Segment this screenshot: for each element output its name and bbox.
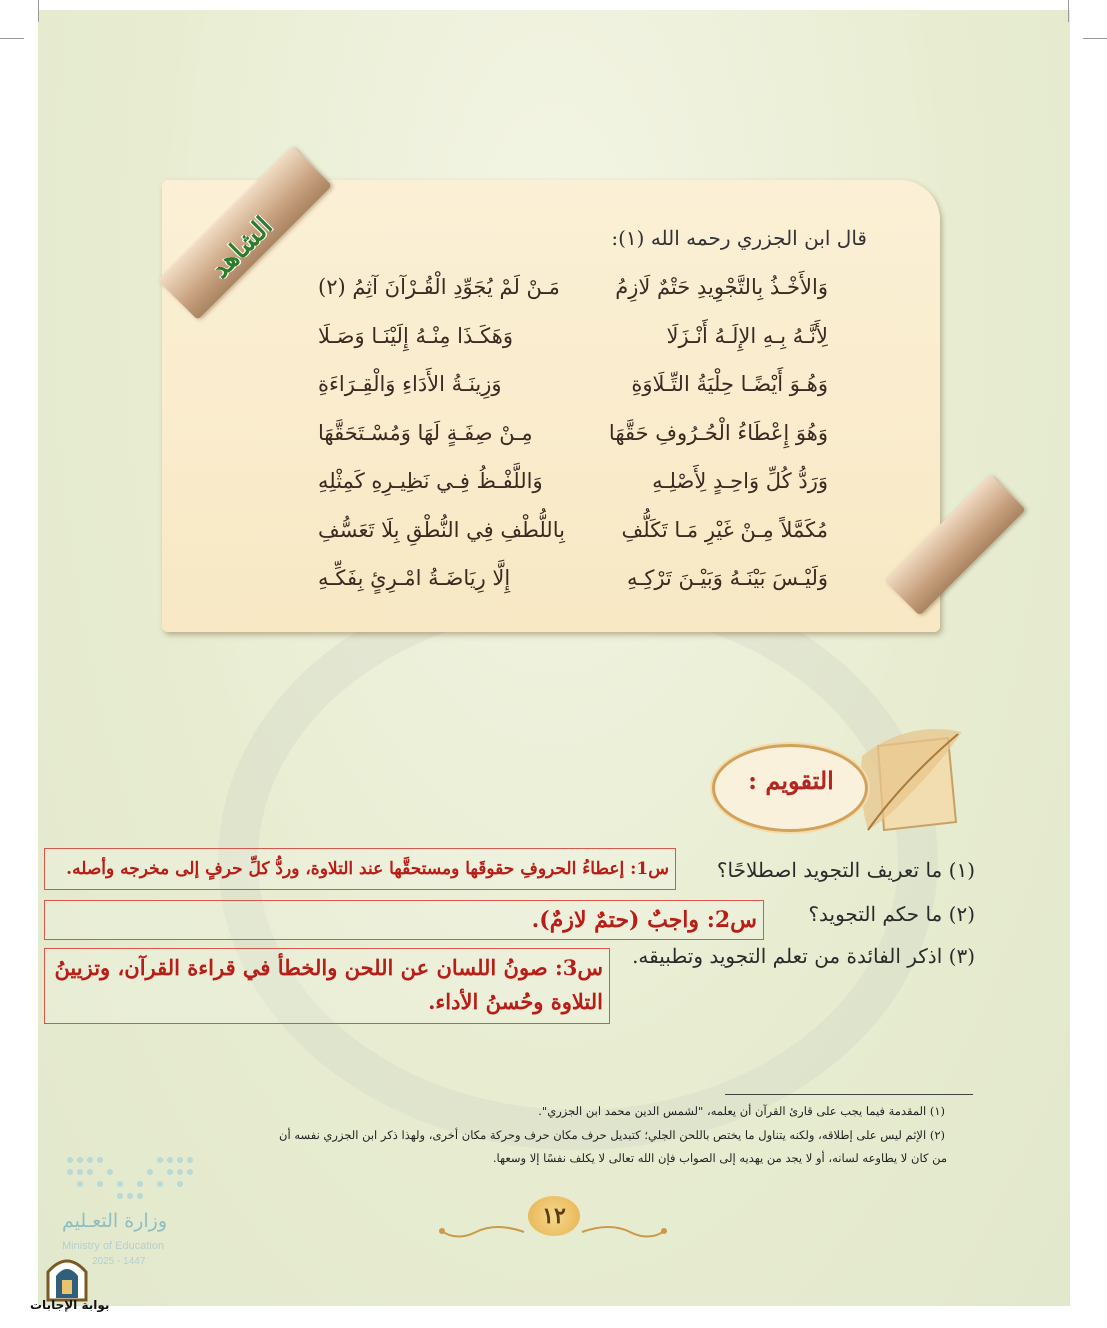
verse-line xyxy=(318,421,828,470)
answer-3: س3: صونُ اللسان عن اللحن والخطأ في قراءة القرآن، وتزيينُ التلاوة وحُسنُ الأداء. xyxy=(44,948,610,1024)
verse-second-hemistich: وَهَكَـذَا مِنْـهُ إِلَيْنَـا وَصَـلَا xyxy=(318,323,513,348)
crop-mark xyxy=(0,38,24,39)
crop-mark xyxy=(38,0,39,22)
evaluation-title: التقويم : xyxy=(748,766,834,795)
footnote-2: (٢) الإثم ليس على إطلاقه، ولكنه يتناول ما يختص باللحن الجلي؛ كتبديل حرف مكان حرف وحركة مكان أخرى، ولهذا ذكر ابن الجزري نفسه أن xyxy=(279,1128,945,1142)
verse-line xyxy=(318,566,828,615)
verse-second-hemistich: بِاللُّطْفِ فِي النُّطْقِ بِلَا تَعَسُّفِ xyxy=(318,517,565,542)
verse-second-hemistich: وَاللَّفْـظُ فِـي نَظِيـرِهِ كَمِثْلِهِ xyxy=(318,469,543,493)
ministry-name-arabic: وزارة التعـليم xyxy=(62,1210,168,1232)
ornament-right xyxy=(580,1222,670,1242)
verse-line xyxy=(318,372,828,421)
question-2: (٢) ما حكم التجويد؟ xyxy=(808,902,975,926)
answer-2: س2: واجبٌ (حتمٌ لازمٌ). xyxy=(44,900,764,940)
answers-portal-label: بوابة الإجابات xyxy=(30,1298,110,1312)
page-number: ١٢ xyxy=(528,1196,580,1236)
verse-line xyxy=(318,469,828,518)
ornament-left xyxy=(436,1222,526,1242)
verse-second-hemistich: مِـنْ صِفَـةٍ لَهَا وَمُسْـتَحَقَّهَا xyxy=(318,420,533,445)
verse-second-hemistich: إِلَّا رِيَاضَـةُ امْـرِئٍ بِفَكِّـهِ xyxy=(318,566,511,590)
verse-first-hemistich: وَالأَخْـذُ بِالتَّجْوِيدِ حَتْمٌ لَازِمُ xyxy=(615,275,828,299)
verse-first-hemistich: لِأَنَّـهُ بِـهِ الإِلَـهُ أَنْـزَلَا xyxy=(666,323,828,348)
ministry-year: 2025 - 1447 xyxy=(92,1256,146,1267)
verse-line xyxy=(318,518,828,567)
question-1: (١) ما تعريف التجويد اصطلاحًا؟ xyxy=(716,858,975,882)
verse-first-hemistich: مُكَمَّلاً مِـنْ غَيْرِ مَـا تَكَلُّفِ xyxy=(621,517,828,542)
verse-line xyxy=(318,324,828,373)
answers-portal-logo-icon xyxy=(44,1254,90,1302)
verse-first-hemistich: وَلَيْـسَ بَيْنَـهُ وَبَيْـنَ تَرْكِـهِ xyxy=(626,566,828,590)
answer-1: س1: إعطاءُ الحروفِ حقوقَها ومستحقَّها عند التلاوة، وردُّ كلِّ حرفٍ إلى مخرجه وأصله. xyxy=(44,848,676,890)
verse-second-hemistich: وَزِينَـةُ الأَدَاءِ وَالْقِـرَاءَةِ xyxy=(318,372,502,396)
ministry-logo-icon xyxy=(64,1154,196,1200)
verse-first-hemistich: وَرَدُّ كُلِّ وَاحِـدٍ لِأَصْلِـهِ xyxy=(652,469,828,493)
crop-mark xyxy=(1068,0,1069,22)
witness-ribbon-label: الشاهد xyxy=(205,211,279,285)
verse-second-hemistich: مَـنْ لَمْ يُجَوِّدِ الْقُـرْآنَ آثِمُ (٢) xyxy=(318,275,560,299)
verse-line xyxy=(318,275,828,324)
verse-first-hemistich: وَهُـوَ أَيْضًـا حِلْيَةُ التِّـلَاوَةِ xyxy=(631,372,828,396)
ministry-name-english: Ministry of Education xyxy=(62,1240,165,1252)
footnote-2-continued: من كان لا يطاوعه لسانه، أو لا يجد من يهديه إلى الصواب فإن الله تعالى لا يكلف نفسًا إلا وسعها. xyxy=(492,1151,947,1165)
witness-intro: قال ابن الجزري رحمه الله (١): xyxy=(611,226,867,250)
verse-first-hemistich: وَهُوَ إِعْطَاءُ الْحُـرُوفِ حَقَّهَا xyxy=(608,420,828,445)
question-3: (٣) اذكر الفائدة من تعلم التجويد وتطبيقه. xyxy=(632,944,975,968)
footnote-separator xyxy=(725,1094,973,1095)
poem-verses xyxy=(318,275,828,615)
crop-mark xyxy=(1083,38,1107,39)
footnote-1: (١) المقدمة فيما يجب على قارئ القرآن أن يعلمه، "لشمس الدين محمد ابن الجزري". xyxy=(538,1104,945,1118)
